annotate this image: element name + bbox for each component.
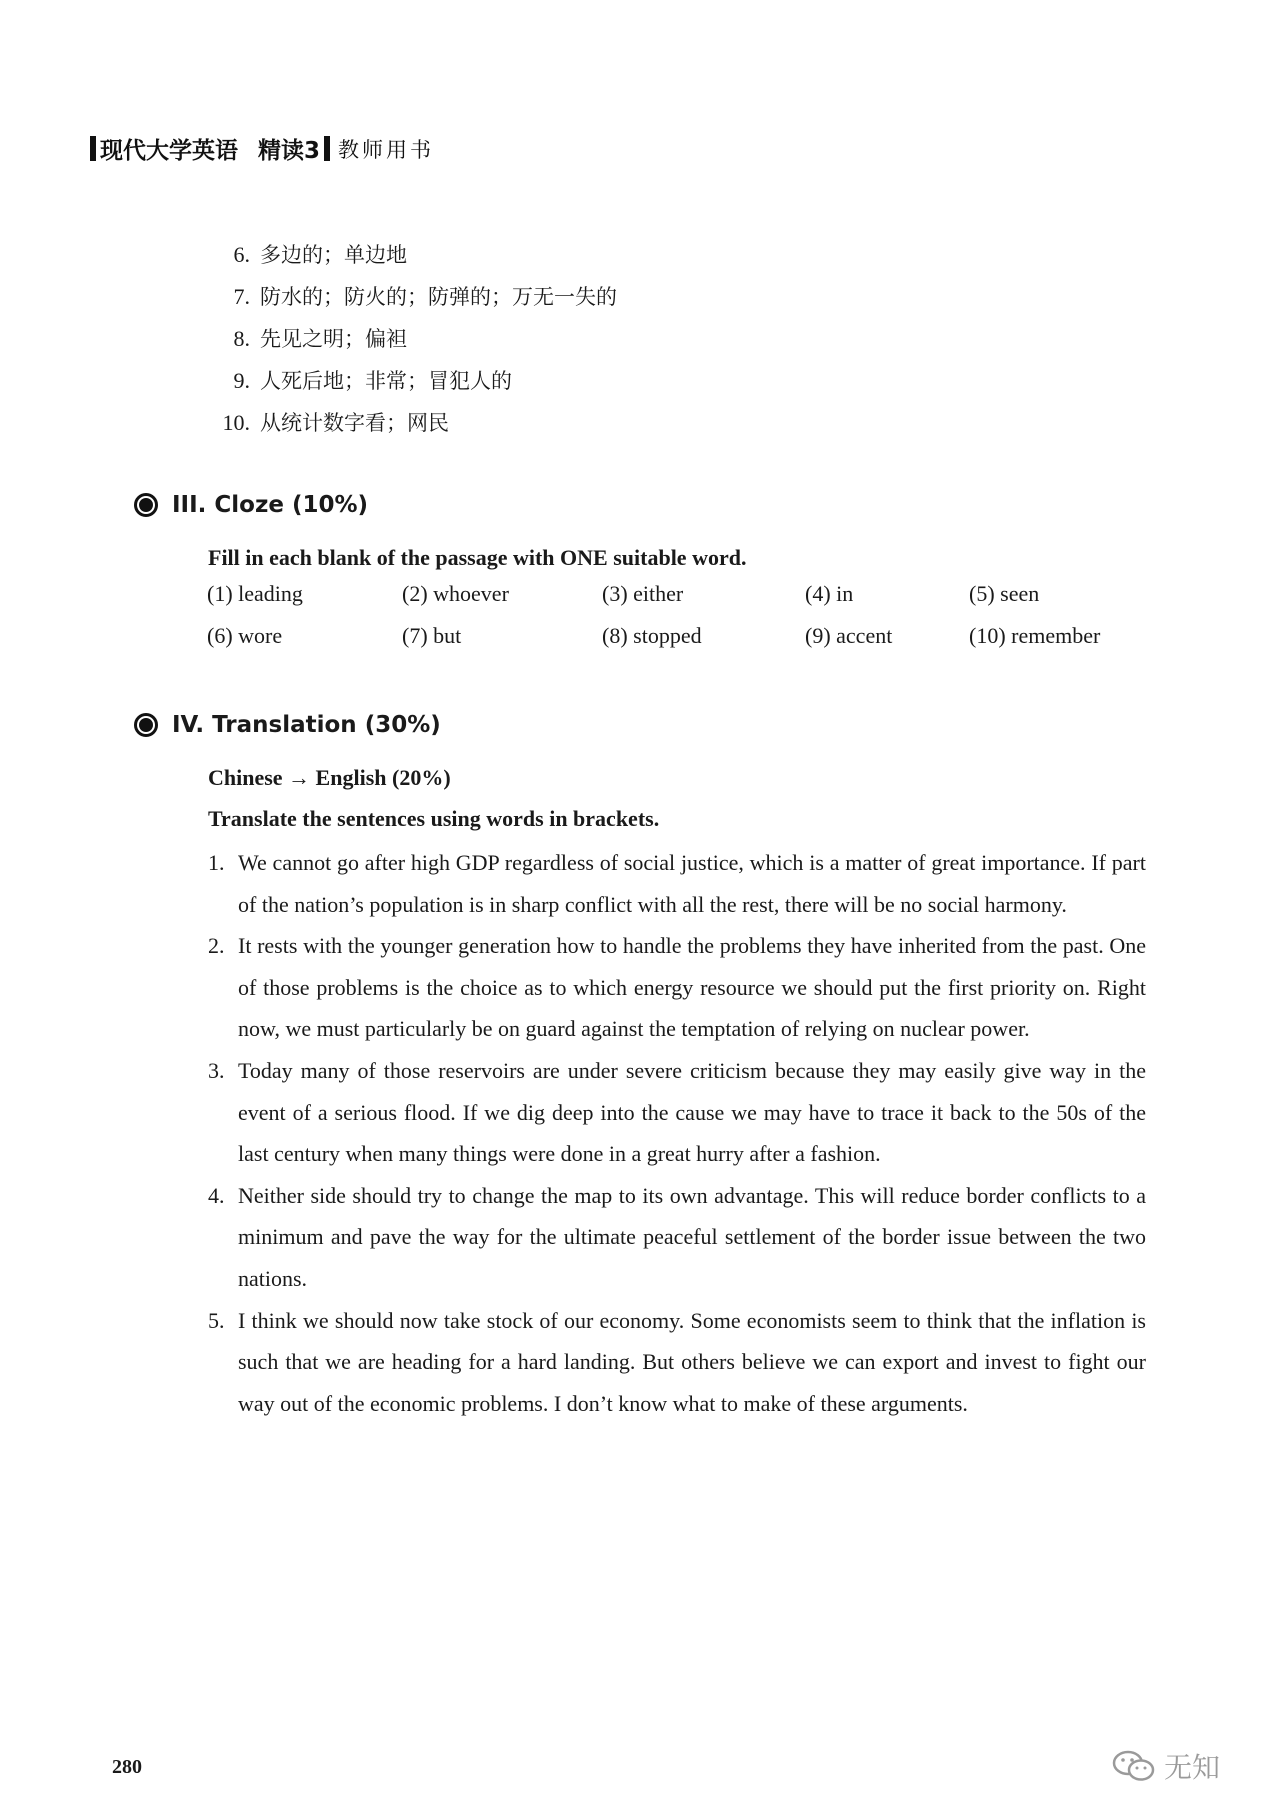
header-bar-left: [90, 136, 96, 161]
cloze-answer: (3) either: [602, 581, 684, 606]
wechat-icon: [1112, 1749, 1156, 1783]
vocab-item: [206, 318, 617, 360]
vocab-item: [206, 360, 617, 402]
section-bullet-icon: [134, 713, 158, 737]
cloze-instruction: Fill in each blank of the passage with ONE suitable word.: [208, 545, 747, 570]
translation-item: [208, 1050, 1146, 1175]
translation-text: Today many of those reservoirs are under severe criticism because they may easily give way in the event of a serious flood. If we dig deep into the cause we may have to trace it back to the 50s of the last century when many things were done in a great hurry after a fashion.: [238, 1057, 1146, 1167]
translation-num: 3.: [208, 1057, 225, 1083]
vocab-answer-list: [206, 234, 617, 444]
translation-num: 5.: [208, 1307, 225, 1333]
book-subtitle: 教师用书: [338, 137, 435, 162]
watermark-text: 无知: [1164, 1751, 1221, 1784]
header-bar-right: [324, 136, 330, 161]
translation-item: [208, 842, 1146, 925]
book-title: 现代大学英语: [100, 138, 238, 164]
section-bullet-icon: [134, 493, 158, 517]
vocab-num: 8.: [233, 326, 250, 351]
translation-item: [208, 1175, 1146, 1300]
cloze-answer: (6) wore: [207, 623, 283, 648]
translation-list: [208, 842, 1146, 1424]
vocab-text: 先见之明；偏袒: [260, 327, 407, 351]
cloze-answer: (1) leading: [207, 581, 303, 606]
vocab-num: 7.: [233, 284, 250, 309]
cloze-answer: (8) stopped: [602, 623, 702, 648]
vocab-num: 10.: [222, 410, 250, 435]
vocab-text: 人死后地；非常；冒犯人的: [260, 369, 512, 393]
cloze-row: [207, 581, 1157, 623]
cloze-answer: (10) remember: [969, 623, 1101, 648]
watermark: [1112, 1746, 1220, 1786]
translation-num: 1.: [208, 850, 225, 875]
cloze-heading-text: III. Cloze (10%): [172, 492, 369, 518]
vocab-text: 防水的；防火的；防弹的；万无一失的: [260, 285, 617, 309]
vocab-text: 从统计数字看；网民: [260, 411, 449, 435]
translation-subheading: Chinese → English (20%): [208, 765, 451, 790]
vocab-item: [206, 402, 617, 444]
translation-num: 4.: [208, 1182, 225, 1208]
translation-text: We cannot go after high GDP regardless of social justice, which is a matter of great importance. If part of the nation’s population is in sharp conflict with all the rest, there will be no social harmony.: [238, 850, 1146, 917]
cloze-answer: (5) seen: [969, 581, 1040, 606]
running-header: [86, 132, 434, 165]
cloze-answer: (4) in: [805, 581, 854, 606]
translation-num: 2.: [208, 933, 225, 959]
vocab-text: 多边的；单边地: [260, 243, 407, 267]
cloze-answers: [207, 581, 1157, 665]
cloze-heading: [134, 492, 368, 518]
vocab-num: 6.: [233, 242, 250, 267]
translation-text: Neither side should try to change the map to its own advantage. This will reduce border conflicts to a minimum and pave the way for the ultimate peaceful settlement of the border issue between the two nations.: [238, 1182, 1146, 1291]
cloze-answer: (9) accent: [805, 623, 893, 648]
page-number: 280: [112, 1756, 142, 1778]
translation-instruction: Translate the sentences using words in brackets.: [208, 806, 660, 831]
cloze-answer: (2) whoever: [402, 581, 509, 606]
translation-text: It rests with the younger generation how to handle the problems they have inherited from the past. One of those problems is the choice as to which energy resource we should put the first priority on. Right now, we must particularly be on guard against the temptation of relying on nuclear power.: [238, 933, 1146, 1042]
cloze-answer: (7) but: [402, 623, 462, 648]
vocab-num: 9.: [233, 368, 250, 393]
cloze-row: [207, 623, 1157, 665]
translation-item: [208, 1300, 1146, 1425]
translation-heading-text: IV. Translation (30%): [172, 712, 441, 738]
translation-heading: [134, 712, 441, 738]
vocab-item: [206, 234, 617, 276]
volume-label: 精读3: [258, 138, 321, 164]
translation-item: [208, 925, 1146, 1050]
vocab-item: [206, 276, 617, 318]
translation-text: I think we should now take stock of our economy. Some economists seem to think that the inflation is such that we are heading for a hard landing. But others believe we can export and invest to fight our way out of the economic problems. I don’t know what to make of these arguments.: [238, 1307, 1146, 1416]
